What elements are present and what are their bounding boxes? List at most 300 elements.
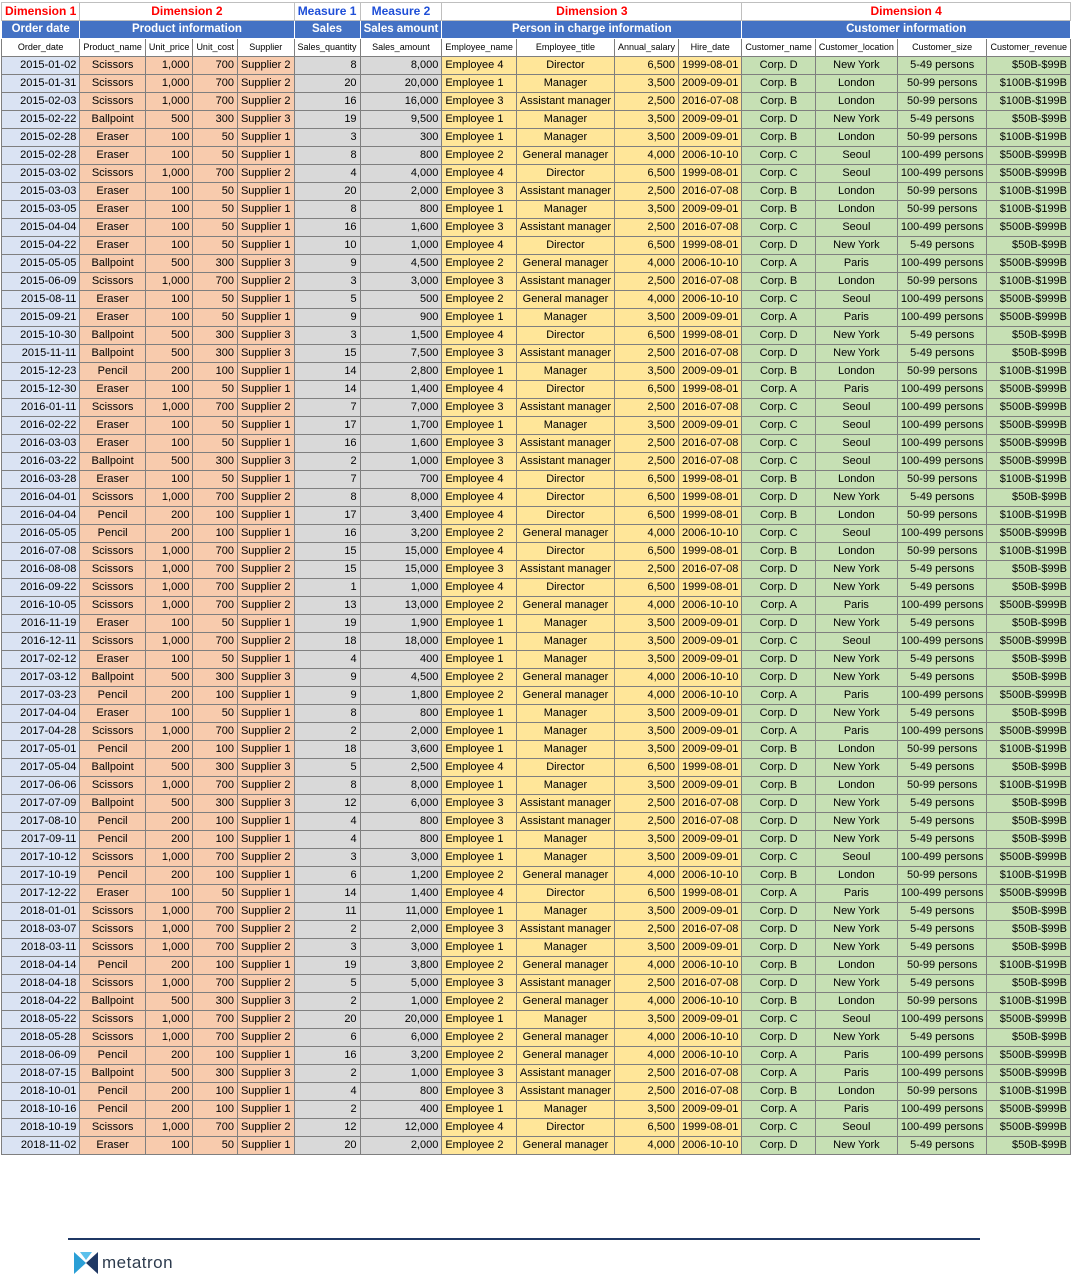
table-cell[interactable]: 100: [193, 867, 238, 885]
table-cell[interactable]: 2018-04-18: [2, 975, 80, 993]
table-cell[interactable]: Employee 3: [442, 345, 517, 363]
table-cell[interactable]: 500: [145, 345, 193, 363]
table-cell[interactable]: 50-99 persons: [897, 957, 987, 975]
table-cell[interactable]: 300: [193, 345, 238, 363]
table-cell[interactable]: New York: [815, 615, 897, 633]
table-cell[interactable]: Director: [516, 543, 614, 561]
table-cell[interactable]: 3,500: [615, 417, 679, 435]
table-cell[interactable]: Supplier 3: [237, 453, 294, 471]
table-cell[interactable]: Supplier 2: [237, 849, 294, 867]
table-cell[interactable]: 20,000: [360, 1011, 442, 1029]
table-cell[interactable]: 4,000: [615, 669, 679, 687]
table-cell[interactable]: Supplier 2: [237, 723, 294, 741]
table-cell[interactable]: 100: [193, 957, 238, 975]
table-cell[interactable]: Employee 1: [442, 849, 517, 867]
table-cell[interactable]: Employee 2: [442, 1047, 517, 1065]
table-cell[interactable]: Corp. B: [742, 1083, 816, 1101]
table-cell[interactable]: Eraser: [80, 651, 146, 669]
table-cell[interactable]: 2009-09-01: [679, 777, 742, 795]
table-cell[interactable]: 9: [294, 687, 360, 705]
table-cell[interactable]: 8: [294, 777, 360, 795]
table-cell[interactable]: 2017-06-06: [2, 777, 80, 795]
table-cell[interactable]: 1999-08-01: [679, 327, 742, 345]
table-cell[interactable]: Ballpoint: [80, 255, 146, 273]
table-cell[interactable]: 50: [193, 129, 238, 147]
table-cell[interactable]: 2018-10-19: [2, 1119, 80, 1137]
table-cell[interactable]: Employee 4: [442, 579, 517, 597]
table-cell[interactable]: Manager: [516, 831, 614, 849]
table-cell[interactable]: $100B-$199B: [987, 777, 1071, 795]
table-cell[interactable]: 100: [145, 1137, 193, 1155]
table-cell[interactable]: 200: [145, 831, 193, 849]
table-cell[interactable]: Pencil: [80, 525, 146, 543]
table-cell[interactable]: 6: [294, 1029, 360, 1047]
table-cell[interactable]: $500B-$999B: [987, 435, 1071, 453]
table-cell[interactable]: Supplier 1: [237, 525, 294, 543]
table-cell[interactable]: 2016-07-08: [679, 453, 742, 471]
table-cell[interactable]: Supplier 2: [237, 1119, 294, 1137]
table-cell[interactable]: 6,500: [615, 471, 679, 489]
table-cell[interactable]: 700: [193, 939, 238, 957]
table-cell[interactable]: 1,000: [145, 1119, 193, 1137]
table-cell[interactable]: 1,700: [360, 417, 442, 435]
table-cell[interactable]: 10: [294, 237, 360, 255]
table-cell[interactable]: 5-49 persons: [897, 327, 987, 345]
table-cell[interactable]: 6: [294, 867, 360, 885]
table-cell[interactable]: 1999-08-01: [679, 543, 742, 561]
table-cell[interactable]: 18: [294, 633, 360, 651]
table-cell[interactable]: Scissors: [80, 561, 146, 579]
table-cell[interactable]: Supplier 2: [237, 57, 294, 75]
table-cell[interactable]: Assistant manager: [516, 435, 614, 453]
table-cell[interactable]: 1,000: [145, 75, 193, 93]
table-cell[interactable]: $50B-$99B: [987, 561, 1071, 579]
table-cell[interactable]: Seoul: [815, 291, 897, 309]
table-cell[interactable]: 50: [193, 471, 238, 489]
table-cell[interactable]: 3,200: [360, 525, 442, 543]
table-cell[interactable]: 2009-09-01: [679, 705, 742, 723]
table-cell[interactable]: Employee 4: [442, 759, 517, 777]
table-cell[interactable]: 2017-07-09: [2, 795, 80, 813]
table-cell[interactable]: 5: [294, 759, 360, 777]
table-cell[interactable]: 700: [193, 921, 238, 939]
table-cell[interactable]: 800: [360, 813, 442, 831]
table-cell[interactable]: Corp. B: [742, 993, 816, 1011]
table-cell[interactable]: 2018-11-02: [2, 1137, 80, 1155]
table-cell[interactable]: 6,500: [615, 57, 679, 75]
table-cell[interactable]: 2018-10-16: [2, 1101, 80, 1119]
table-cell[interactable]: 1,600: [360, 435, 442, 453]
table-cell[interactable]: Supplier 1: [237, 471, 294, 489]
table-cell[interactable]: Director: [516, 381, 614, 399]
table-cell[interactable]: Pencil: [80, 813, 146, 831]
table-cell[interactable]: Employee 2: [442, 525, 517, 543]
table-cell[interactable]: 700: [193, 723, 238, 741]
table-cell[interactable]: Employee 3: [442, 795, 517, 813]
table-cell[interactable]: 12: [294, 1119, 360, 1137]
table-cell[interactable]: 100: [193, 363, 238, 381]
table-cell[interactable]: 200: [145, 363, 193, 381]
table-cell[interactable]: $50B-$99B: [987, 705, 1071, 723]
table-cell[interactable]: Director: [516, 327, 614, 345]
table-cell[interactable]: 15: [294, 345, 360, 363]
table-cell[interactable]: New York: [815, 111, 897, 129]
table-cell[interactable]: Corp. A: [742, 381, 816, 399]
table-cell[interactable]: 2015-12-23: [2, 363, 80, 381]
table-cell[interactable]: Scissors: [80, 93, 146, 111]
table-cell[interactable]: 1,000: [360, 993, 442, 1011]
table-cell[interactable]: Corp. D: [742, 561, 816, 579]
table-cell[interactable]: 2016-01-11: [2, 399, 80, 417]
table-cell[interactable]: $50B-$99B: [987, 903, 1071, 921]
table-cell[interactable]: 2009-09-01: [679, 651, 742, 669]
table-cell[interactable]: Supplier 2: [237, 903, 294, 921]
table-cell[interactable]: 4: [294, 651, 360, 669]
table-cell[interactable]: Manager: [516, 201, 614, 219]
table-cell[interactable]: Supplier 3: [237, 669, 294, 687]
table-cell[interactable]: 2: [294, 453, 360, 471]
table-cell[interactable]: 3,500: [615, 615, 679, 633]
table-cell[interactable]: 2017-10-19: [2, 867, 80, 885]
table-cell[interactable]: 50: [193, 291, 238, 309]
table-cell[interactable]: 1,000: [145, 165, 193, 183]
table-cell[interactable]: 2016-09-22: [2, 579, 80, 597]
table-cell[interactable]: 3,200: [360, 1047, 442, 1065]
table-cell[interactable]: 6,500: [615, 237, 679, 255]
table-cell[interactable]: 100: [145, 147, 193, 165]
table-cell[interactable]: Corp. D: [742, 1137, 816, 1155]
table-cell[interactable]: 5-49 persons: [897, 705, 987, 723]
table-cell[interactable]: 2,500: [615, 399, 679, 417]
table-cell[interactable]: Seoul: [815, 849, 897, 867]
table-cell[interactable]: 500: [145, 795, 193, 813]
table-cell[interactable]: Supplier 1: [237, 183, 294, 201]
table-cell[interactable]: 1,000: [145, 597, 193, 615]
table-cell[interactable]: 4,000: [615, 597, 679, 615]
table-cell[interactable]: 300: [360, 129, 442, 147]
table-cell[interactable]: 8: [294, 57, 360, 75]
table-cell[interactable]: Director: [516, 489, 614, 507]
table-cell[interactable]: Director: [516, 57, 614, 75]
table-cell[interactable]: $100B-$199B: [987, 993, 1071, 1011]
table-cell[interactable]: 1,000: [145, 489, 193, 507]
table-cell[interactable]: Assistant manager: [516, 219, 614, 237]
table-cell[interactable]: 5-49 persons: [897, 651, 987, 669]
table-cell[interactable]: London: [815, 741, 897, 759]
table-cell[interactable]: 2,500: [615, 435, 679, 453]
table-cell[interactable]: 2006-10-10: [679, 255, 742, 273]
table-cell[interactable]: 3,400: [360, 507, 442, 525]
table-cell[interactable]: 700: [193, 1011, 238, 1029]
table-cell[interactable]: 2015-04-04: [2, 219, 80, 237]
table-cell[interactable]: General manager: [516, 597, 614, 615]
table-cell[interactable]: 2018-05-22: [2, 1011, 80, 1029]
table-cell[interactable]: Manager: [516, 777, 614, 795]
table-cell[interactable]: 7,000: [360, 399, 442, 417]
table-cell[interactable]: 200: [145, 813, 193, 831]
table-cell[interactable]: $50B-$99B: [987, 111, 1071, 129]
table-cell[interactable]: 50: [193, 885, 238, 903]
table-cell[interactable]: 2009-09-01: [679, 831, 742, 849]
table-cell[interactable]: 800: [360, 147, 442, 165]
table-cell[interactable]: 4,000: [615, 1029, 679, 1047]
table-cell[interactable]: $500B-$999B: [987, 687, 1071, 705]
table-cell[interactable]: Assistant manager: [516, 183, 614, 201]
table-cell[interactable]: $500B-$999B: [987, 723, 1071, 741]
table-cell[interactable]: General manager: [516, 993, 614, 1011]
table-cell[interactable]: $100B-$199B: [987, 867, 1071, 885]
table-cell[interactable]: Manager: [516, 651, 614, 669]
table-cell[interactable]: London: [815, 993, 897, 1011]
table-cell[interactable]: New York: [815, 1137, 897, 1155]
table-cell[interactable]: 4,000: [615, 993, 679, 1011]
table-cell[interactable]: Seoul: [815, 399, 897, 417]
table-cell[interactable]: 6,500: [615, 381, 679, 399]
table-cell[interactable]: Supplier 3: [237, 345, 294, 363]
table-cell[interactable]: 50-99 persons: [897, 183, 987, 201]
table-cell[interactable]: $500B-$999B: [987, 1119, 1071, 1137]
table-cell[interactable]: Corp. D: [742, 1029, 816, 1047]
table-cell[interactable]: 6,500: [615, 327, 679, 345]
table-cell[interactable]: Supplier 2: [237, 975, 294, 993]
table-cell[interactable]: $500B-$999B: [987, 381, 1071, 399]
table-cell[interactable]: 2017-04-28: [2, 723, 80, 741]
table-cell[interactable]: 3,500: [615, 723, 679, 741]
table-cell[interactable]: 100-499 persons: [897, 399, 987, 417]
table-cell[interactable]: Scissors: [80, 1119, 146, 1137]
table-cell[interactable]: General manager: [516, 1137, 614, 1155]
table-cell[interactable]: 1,000: [145, 1029, 193, 1047]
table-cell[interactable]: 2015-10-30: [2, 327, 80, 345]
table-cell[interactable]: Corp. A: [742, 309, 816, 327]
table-cell[interactable]: 8,000: [360, 57, 442, 75]
table-cell[interactable]: Supplier 2: [237, 543, 294, 561]
table-cell[interactable]: New York: [815, 57, 897, 75]
table-cell[interactable]: Pencil: [80, 1083, 146, 1101]
table-cell[interactable]: 2015-04-22: [2, 237, 80, 255]
table-cell[interactable]: Corp. D: [742, 615, 816, 633]
table-cell[interactable]: Employee 2: [442, 669, 517, 687]
table-cell[interactable]: 13: [294, 597, 360, 615]
table-cell[interactable]: 100-499 persons: [897, 723, 987, 741]
table-cell[interactable]: Corp. A: [742, 687, 816, 705]
table-cell[interactable]: Eraser: [80, 435, 146, 453]
table-cell[interactable]: Manager: [516, 111, 614, 129]
table-cell[interactable]: Assistant manager: [516, 93, 614, 111]
table-cell[interactable]: $500B-$999B: [987, 1047, 1071, 1065]
table-cell[interactable]: Assistant manager: [516, 561, 614, 579]
table-cell[interactable]: Ballpoint: [80, 345, 146, 363]
table-cell[interactable]: Corp. D: [742, 813, 816, 831]
table-cell[interactable]: 700: [193, 597, 238, 615]
table-cell[interactable]: New York: [815, 327, 897, 345]
table-cell[interactable]: Supplier 1: [237, 219, 294, 237]
table-cell[interactable]: 16: [294, 93, 360, 111]
table-cell[interactable]: Supplier 2: [237, 597, 294, 615]
table-cell[interactable]: 300: [193, 111, 238, 129]
table-cell[interactable]: 3,800: [360, 957, 442, 975]
table-cell[interactable]: 5,000: [360, 975, 442, 993]
table-cell[interactable]: 2016-02-22: [2, 417, 80, 435]
table-cell[interactable]: Scissors: [80, 939, 146, 957]
table-cell[interactable]: 3,600: [360, 741, 442, 759]
table-cell[interactable]: 17: [294, 507, 360, 525]
table-cell[interactable]: 2016-07-08: [679, 345, 742, 363]
table-cell[interactable]: Supplier 1: [237, 813, 294, 831]
table-cell[interactable]: Corp. C: [742, 147, 816, 165]
table-cell[interactable]: 5-49 persons: [897, 345, 987, 363]
table-cell[interactable]: 700: [193, 93, 238, 111]
table-cell[interactable]: 100: [145, 219, 193, 237]
table-cell[interactable]: 9,500: [360, 111, 442, 129]
table-cell[interactable]: 8: [294, 705, 360, 723]
table-cell[interactable]: Corp. B: [742, 471, 816, 489]
table-cell[interactable]: 800: [360, 705, 442, 723]
table-cell[interactable]: Employee 4: [442, 57, 517, 75]
table-cell[interactable]: 700: [193, 849, 238, 867]
table-cell[interactable]: 3,500: [615, 201, 679, 219]
table-cell[interactable]: 1999-08-01: [679, 507, 742, 525]
table-cell[interactable]: Employee 4: [442, 381, 517, 399]
table-cell[interactable]: 3,000: [360, 939, 442, 957]
table-cell[interactable]: Corp. B: [742, 273, 816, 291]
table-cell[interactable]: 1: [294, 579, 360, 597]
table-cell[interactable]: 5-49 persons: [897, 1029, 987, 1047]
table-cell[interactable]: Seoul: [815, 1011, 897, 1029]
table-cell[interactable]: $100B-$199B: [987, 363, 1071, 381]
table-cell[interactable]: 9: [294, 309, 360, 327]
table-cell[interactable]: 8: [294, 489, 360, 507]
table-cell[interactable]: New York: [815, 669, 897, 687]
table-cell[interactable]: New York: [815, 831, 897, 849]
table-cell[interactable]: 2,000: [360, 1137, 442, 1155]
table-cell[interactable]: 700: [193, 579, 238, 597]
table-cell[interactable]: 100-499 persons: [897, 417, 987, 435]
table-cell[interactable]: 3,000: [360, 849, 442, 867]
table-cell[interactable]: 2016-07-08: [679, 975, 742, 993]
table-cell[interactable]: Supplier 2: [237, 1011, 294, 1029]
table-cell[interactable]: 16: [294, 1047, 360, 1065]
table-cell[interactable]: Employee 1: [442, 111, 517, 129]
table-cell[interactable]: $100B-$199B: [987, 201, 1071, 219]
table-cell[interactable]: New York: [815, 795, 897, 813]
table-cell[interactable]: Manager: [516, 615, 614, 633]
table-cell[interactable]: 100: [193, 1101, 238, 1119]
table-cell[interactable]: Assistant manager: [516, 399, 614, 417]
table-cell[interactable]: Employee 2: [442, 993, 517, 1011]
table-cell[interactable]: $100B-$199B: [987, 957, 1071, 975]
table-cell[interactable]: 200: [145, 525, 193, 543]
table-cell[interactable]: Corp. C: [742, 399, 816, 417]
table-cell[interactable]: Corp. A: [742, 1101, 816, 1119]
table-cell[interactable]: 300: [193, 759, 238, 777]
table-cell[interactable]: 50: [193, 615, 238, 633]
table-cell[interactable]: 20,000: [360, 75, 442, 93]
table-cell[interactable]: Corp. D: [742, 327, 816, 345]
table-cell[interactable]: Scissors: [80, 633, 146, 651]
table-cell[interactable]: Supplier 2: [237, 489, 294, 507]
table-cell[interactable]: 18: [294, 741, 360, 759]
table-cell[interactable]: 200: [145, 741, 193, 759]
table-cell[interactable]: 1999-08-01: [679, 885, 742, 903]
table-cell[interactable]: London: [815, 1083, 897, 1101]
table-cell[interactable]: Eraser: [80, 129, 146, 147]
table-cell[interactable]: Supplier 1: [237, 885, 294, 903]
table-cell[interactable]: Corp. C: [742, 525, 816, 543]
table-cell[interactable]: 3,500: [615, 129, 679, 147]
table-cell[interactable]: Corp. C: [742, 165, 816, 183]
table-cell[interactable]: 2015-02-03: [2, 93, 80, 111]
table-cell[interactable]: 700: [193, 75, 238, 93]
table-cell[interactable]: 1,000: [145, 399, 193, 417]
table-cell[interactable]: 8: [294, 201, 360, 219]
table-cell[interactable]: Seoul: [815, 525, 897, 543]
table-cell[interactable]: Supplier 1: [237, 435, 294, 453]
table-cell[interactable]: 2016-07-08: [2, 543, 80, 561]
table-cell[interactable]: 6,000: [360, 1029, 442, 1047]
table-cell[interactable]: 100: [145, 237, 193, 255]
table-cell[interactable]: 2006-10-10: [679, 993, 742, 1011]
table-cell[interactable]: 2,500: [615, 1083, 679, 1101]
table-cell[interactable]: 2009-09-01: [679, 615, 742, 633]
table-cell[interactable]: Supplier 1: [237, 1047, 294, 1065]
table-cell[interactable]: 2016-10-05: [2, 597, 80, 615]
table-cell[interactable]: New York: [815, 489, 897, 507]
table-cell[interactable]: Employee 1: [442, 777, 517, 795]
table-cell[interactable]: 100: [193, 1047, 238, 1065]
table-cell[interactable]: 2009-09-01: [679, 1101, 742, 1119]
table-cell[interactable]: $50B-$99B: [987, 1029, 1071, 1047]
table-cell[interactable]: 2016-05-05: [2, 525, 80, 543]
table-cell[interactable]: Scissors: [80, 543, 146, 561]
table-cell[interactable]: 2015-03-03: [2, 183, 80, 201]
table-cell[interactable]: 2015-02-22: [2, 111, 80, 129]
table-cell[interactable]: 4,500: [360, 669, 442, 687]
table-cell[interactable]: Supplier 2: [237, 633, 294, 651]
table-cell[interactable]: Corp. D: [742, 111, 816, 129]
table-cell[interactable]: London: [815, 777, 897, 795]
table-cell[interactable]: Manager: [516, 723, 614, 741]
table-cell[interactable]: Supplier 1: [237, 147, 294, 165]
table-cell[interactable]: Corp. B: [742, 93, 816, 111]
table-cell[interactable]: Eraser: [80, 471, 146, 489]
table-cell[interactable]: 14: [294, 381, 360, 399]
table-cell[interactable]: $100B-$199B: [987, 93, 1071, 111]
table-cell[interactable]: 50: [193, 1137, 238, 1155]
table-cell[interactable]: Employee 1: [442, 201, 517, 219]
table-cell[interactable]: 4,000: [615, 1047, 679, 1065]
table-cell[interactable]: 200: [145, 867, 193, 885]
table-cell[interactable]: 50: [193, 237, 238, 255]
table-cell[interactable]: 5-49 persons: [897, 489, 987, 507]
table-cell[interactable]: Eraser: [80, 885, 146, 903]
table-cell[interactable]: 2015-11-11: [2, 345, 80, 363]
table-cell[interactable]: 3,500: [615, 741, 679, 759]
table-cell[interactable]: London: [815, 507, 897, 525]
table-cell[interactable]: Manager: [516, 705, 614, 723]
table-cell[interactable]: 200: [145, 1047, 193, 1065]
table-cell[interactable]: $50B-$99B: [987, 345, 1071, 363]
table-cell[interactable]: 2006-10-10: [679, 597, 742, 615]
table-cell[interactable]: 300: [193, 1065, 238, 1083]
table-cell[interactable]: 100: [145, 705, 193, 723]
table-cell[interactable]: $100B-$199B: [987, 507, 1071, 525]
table-cell[interactable]: 17: [294, 417, 360, 435]
table-cell[interactable]: Employee 3: [442, 561, 517, 579]
table-cell[interactable]: 700: [193, 399, 238, 417]
table-cell[interactable]: 50-99 persons: [897, 363, 987, 381]
table-cell[interactable]: 5-49 persons: [897, 237, 987, 255]
